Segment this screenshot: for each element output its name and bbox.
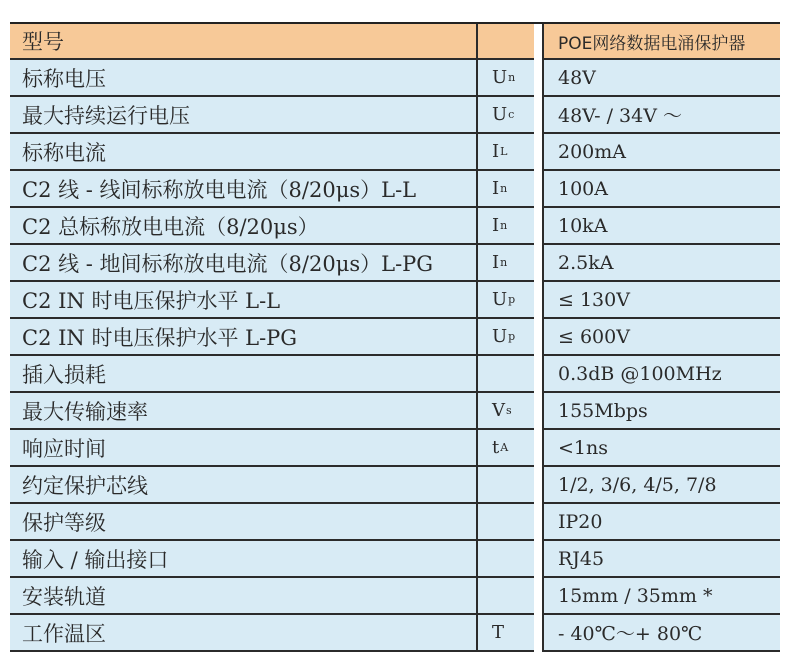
symbol-subscript: A xyxy=(500,441,509,454)
parameter-name: 响应时间 xyxy=(10,430,476,467)
symbol-main: U xyxy=(492,67,508,88)
parameter-value: 0.3dB @100MHz xyxy=(542,356,780,393)
symbol-main: U xyxy=(492,104,508,125)
table-row xyxy=(10,356,780,393)
parameter-symbol xyxy=(476,282,534,319)
parameter-symbol xyxy=(476,319,534,356)
parameter-symbol xyxy=(476,504,534,541)
table-row xyxy=(10,504,780,541)
symbol-subscript: n xyxy=(500,219,508,232)
parameter-symbol xyxy=(476,541,534,578)
parameter-name: 插入损耗 xyxy=(10,356,476,393)
parameter-name: 安装轨道 xyxy=(10,578,476,615)
symbol-subscript: s xyxy=(506,404,512,417)
column-gap xyxy=(534,319,542,356)
column-gap xyxy=(534,60,542,97)
parameter-value: 48V xyxy=(542,60,780,97)
table-row xyxy=(10,60,780,97)
table-row xyxy=(10,319,780,356)
column-gap xyxy=(534,282,542,319)
parameter-value: ≤ 130V xyxy=(542,282,780,319)
column-gap xyxy=(534,430,542,467)
parameter-symbol xyxy=(476,171,534,208)
parameter-name: 最大传输速率 xyxy=(10,393,476,430)
parameter-name: C2 线 - 线间标称放电电流（8/20μs）L-L xyxy=(10,171,476,208)
column-gap xyxy=(534,541,542,578)
column-gap xyxy=(534,393,542,430)
parameter-value: 10kA xyxy=(542,208,780,245)
parameter-value: 48V- / 34V ～ xyxy=(542,97,780,134)
parameter-value: IP20 xyxy=(542,504,780,541)
parameter-name: C2 总标称放电电流（8/20μs） xyxy=(10,208,476,245)
table-row xyxy=(10,171,780,208)
column-gap xyxy=(534,245,542,282)
table-row xyxy=(10,541,780,578)
parameter-value: 100A xyxy=(542,171,780,208)
parameter-name: C2 IN 时电压保护水平 L-L xyxy=(10,282,476,319)
column-gap xyxy=(534,208,542,245)
column-gap xyxy=(534,578,542,615)
column-gap xyxy=(534,615,542,652)
parameter-value: 2.5kA xyxy=(542,245,780,282)
table-row xyxy=(10,208,780,245)
table-row xyxy=(10,578,780,615)
symbol-main: I xyxy=(492,178,500,199)
parameter-symbol xyxy=(476,97,534,134)
symbol-main: V xyxy=(492,400,505,421)
symbol-subscript: L xyxy=(500,145,508,158)
parameter-name: 最大持续运行电压 xyxy=(10,97,476,134)
column-gap xyxy=(534,504,542,541)
symbol-main: I xyxy=(492,141,500,162)
symbol-subscript: n xyxy=(508,71,516,84)
symbol-main: U xyxy=(492,289,508,310)
symbol-main: U xyxy=(492,326,508,347)
parameter-symbol xyxy=(476,467,534,504)
parameter-name: C2 线 - 地间标称放电电流（8/20μs）L-PG xyxy=(10,245,476,282)
table-row xyxy=(10,430,780,467)
parameter-name: C2 IN 时电压保护水平 L-PG xyxy=(10,319,476,356)
table-row xyxy=(10,134,780,171)
header-product-name: POE网络数据电涌保护器 xyxy=(542,24,780,60)
parameter-symbol xyxy=(476,393,534,430)
parameter-value: 1/2, 3/6, 4/5, 7/8 xyxy=(542,467,780,504)
symbol-main: t xyxy=(492,437,500,458)
parameter-name: 输入 / 输出接口 xyxy=(10,541,476,578)
column-gap xyxy=(534,24,542,60)
parameter-value: ≤ 600V xyxy=(542,319,780,356)
parameter-symbol xyxy=(476,208,534,245)
symbol-subscript: n xyxy=(500,182,508,195)
spec-table xyxy=(10,22,780,660)
parameter-symbol xyxy=(476,356,534,393)
parameter-value: - 40℃～+ 80℃ xyxy=(542,615,780,652)
parameter-name: 标称电压 xyxy=(10,60,476,97)
symbol-subscript: c xyxy=(508,108,515,121)
parameter-symbol xyxy=(476,430,534,467)
parameter-value: 155Mbps xyxy=(542,393,780,430)
symbol-main: I xyxy=(492,252,500,273)
symbol-main: I xyxy=(492,215,500,236)
table-row xyxy=(10,393,780,430)
table-row xyxy=(10,245,780,282)
parameter-value: 200mA xyxy=(542,134,780,171)
parameter-value: <1ns xyxy=(542,430,780,467)
header-symbol-cell xyxy=(476,24,534,60)
symbol-subscript: p xyxy=(508,293,516,306)
table-header-row xyxy=(10,24,780,60)
header-model-label: 型号 xyxy=(10,24,476,60)
parameter-symbol xyxy=(476,615,534,652)
column-gap xyxy=(534,171,542,208)
table-row xyxy=(10,615,780,652)
parameter-value: RJ45 xyxy=(542,541,780,578)
symbol-subscript: n xyxy=(500,256,508,269)
column-gap xyxy=(534,467,542,504)
column-gap xyxy=(534,134,542,171)
parameter-symbol xyxy=(476,134,534,171)
column-gap xyxy=(534,97,542,134)
parameter-symbol xyxy=(476,578,534,615)
symbol-subscript: p xyxy=(508,330,516,343)
column-gap xyxy=(534,356,542,393)
parameter-name: 工作温区 xyxy=(10,615,476,652)
table-row xyxy=(10,282,780,319)
symbol-main: T xyxy=(492,622,505,643)
parameter-name: 保护等级 xyxy=(10,504,476,541)
table-row xyxy=(10,467,780,504)
parameter-symbol xyxy=(476,245,534,282)
table-row xyxy=(10,97,780,134)
parameter-value: 15mm / 35mm * xyxy=(542,578,780,615)
parameter-name: 标称电流 xyxy=(10,134,476,171)
parameter-name: 约定保护芯线 xyxy=(10,467,476,504)
parameter-symbol xyxy=(476,60,534,97)
